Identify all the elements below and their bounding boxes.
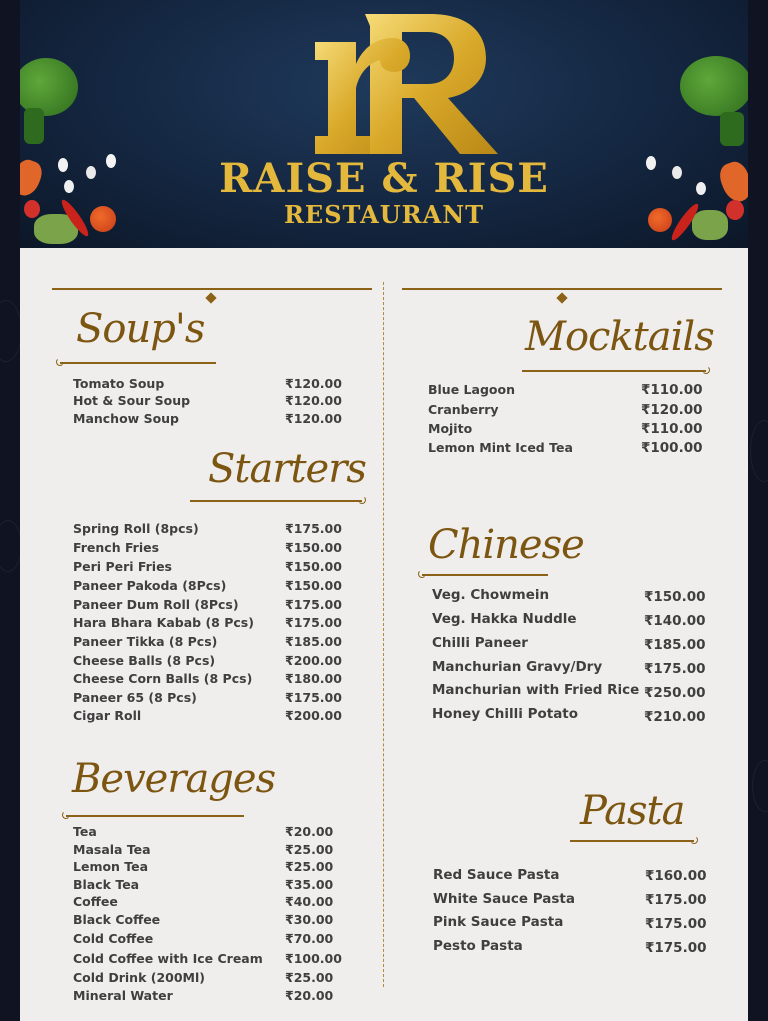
soups-underline [60,362,216,364]
menu-item-price: ₹250.00 [644,685,706,701]
menu-item-name: Cheese Balls (8 Pcs) [73,653,216,668]
menu-item-price: ₹120.00 [285,411,342,426]
menu-item-price: ₹210.00 [644,709,706,725]
menu-item-name: Paneer Tikka (8 Pcs) [73,634,218,649]
menu-item-name: Black Tea [73,877,140,892]
menu-item-price: ₹20.00 [285,824,334,839]
menu-item-price: ₹175.00 [285,597,342,612]
section-title-beverages: Beverages [72,756,276,802]
menu-item-price: ₹175.00 [644,661,706,677]
menu-item-price: ₹175.00 [645,916,707,932]
menu-item-price: ₹180.00 [285,671,342,686]
menu-item-name: Peri Peri Fries [73,559,172,574]
menu-item-name: Cold Coffee with Ice Cream [73,951,263,966]
doodle-outline [0,520,22,572]
left-top-flourish [52,288,372,290]
pasta-underline [570,840,694,842]
menu-item-price: ₹175.00 [285,615,342,630]
menu-item-price: ₹110.00 [641,382,703,398]
broccoli-icon [680,56,748,116]
menu-item-name: Lemon Tea [73,859,149,874]
menu-item-price: ₹100.00 [285,951,342,966]
menu-item-name: Veg. Hakka Nuddle [432,611,577,627]
doodle-outline [0,300,22,362]
beverages-underline [66,815,244,817]
menu-item-name: Coffee [73,894,118,909]
menu-item-price: ₹175.00 [645,940,707,956]
menu-item-name: Black Coffee [73,912,161,927]
menu-item-price: ₹200.00 [285,653,342,668]
menu-item-name: Veg. Chowmein [432,587,550,603]
section-title-soups: Soup's [76,306,205,352]
menu-item-price: ₹100.00 [641,440,703,456]
menu-item-name: Cranberry [428,402,499,417]
menu-item-price: ₹150.00 [285,559,342,574]
section-title-pasta: Pasta [580,788,685,834]
menu-item-price: ₹175.00 [285,521,342,536]
menu-item-price: ₹140.00 [644,613,706,629]
menu-item-name: Pesto Pasta [433,938,523,954]
menu-item-price: ₹25.00 [285,970,334,985]
menu-item-name: Paneer Dum Roll (8Pcs) [73,597,239,612]
menu-item-price: ₹25.00 [285,842,334,857]
menu-item-name: Cheese Corn Balls (8 Pcs) [73,671,253,686]
menu-item-price: ₹150.00 [285,540,342,555]
menu-item-price: ₹185.00 [644,637,706,653]
restaurant-subtitle: RESTAURANT [283,200,485,229]
menu-item-name: Cigar Roll [73,708,142,723]
menu-item-price: ₹35.00 [285,877,334,892]
right-top-flourish [402,288,722,290]
menu-item-name: Lemon Mint Iced Tea [428,440,573,455]
restaurant-name: RAISE & RISE [219,155,549,202]
menu-item-name: Cold Drink (200Ml) [73,970,205,985]
menu-item-name: Manchurian with Fried Rice [432,682,640,698]
starters-underline [190,500,362,502]
menu-item-name: Red Sauce Pasta [433,867,560,883]
chinese-underline [422,574,548,576]
menu-item-name: Paneer 65 (8 Pcs) [73,690,197,705]
menu-item-name: Cold Coffee [73,931,154,946]
menu-item-price: ₹25.00 [285,859,334,874]
menu-item-name: Blue Lagoon [428,382,515,397]
menu-item-price: ₹200.00 [285,708,342,723]
menu-item-price: ₹20.00 [285,988,334,1003]
menu-item-name: Spring Roll (8pcs) [73,521,199,536]
menu-item-name: Pink Sauce Pasta [433,914,564,930]
column-divider [383,282,384,987]
menu-item-name: French Fries [73,540,160,555]
menu-item-name: Hara Bhara Kabab (8 Pcs) [73,615,254,630]
menu-item-price: ₹70.00 [285,931,334,946]
menu-item-price: ₹150.00 [285,578,342,593]
broccoli-stem-icon [720,112,744,146]
menu-item-price: ₹120.00 [285,393,342,408]
menu-item-name: Masala Tea [73,842,151,857]
menu-item-price: ₹175.00 [645,892,707,908]
menu-item-price: ₹110.00 [641,421,703,437]
menu-item-price: ₹150.00 [644,589,706,605]
menu-item-name: Paneer Pakoda (8Pcs) [73,578,227,593]
menu-item-price: ₹175.00 [285,690,342,705]
menu-item-price: ₹120.00 [641,402,703,418]
menu-item-name: Mineral Water [73,988,173,1003]
menu-item-name: Manchurian Gravy/Dry [432,659,603,675]
menu-item-name: Manchow Soup [73,411,180,426]
doodle-outline [752,760,768,812]
section-title-chinese: Chinese [428,522,584,568]
menu-item-name: Mojito [428,421,473,436]
menu-item-name: Tomato Soup [73,376,165,391]
menu-item-price: ₹185.00 [285,634,342,649]
menu-item-price: ₹40.00 [285,894,334,909]
menu-item-name: Honey Chilli Potato [432,706,579,722]
section-title-mocktails: Mocktails [525,314,714,360]
menu-item-name: White Sauce Pasta [433,891,575,907]
menu-header [20,0,748,248]
mocktails-underline [522,370,706,372]
doodle-outline [750,420,768,482]
menu-item-price: ₹30.00 [285,912,334,927]
broccoli-stem-icon [24,108,44,144]
section-title-starters: Starters [208,446,366,492]
menu-item-name: Chilli Paneer [432,635,528,651]
menu-item-price: ₹160.00 [645,868,707,884]
restaurant-logo-icon [310,6,500,156]
menu-item-name: Hot & Sour Soup [73,393,191,408]
menu-item-name: Tea [73,824,97,839]
menu-item-price: ₹120.00 [285,376,342,391]
